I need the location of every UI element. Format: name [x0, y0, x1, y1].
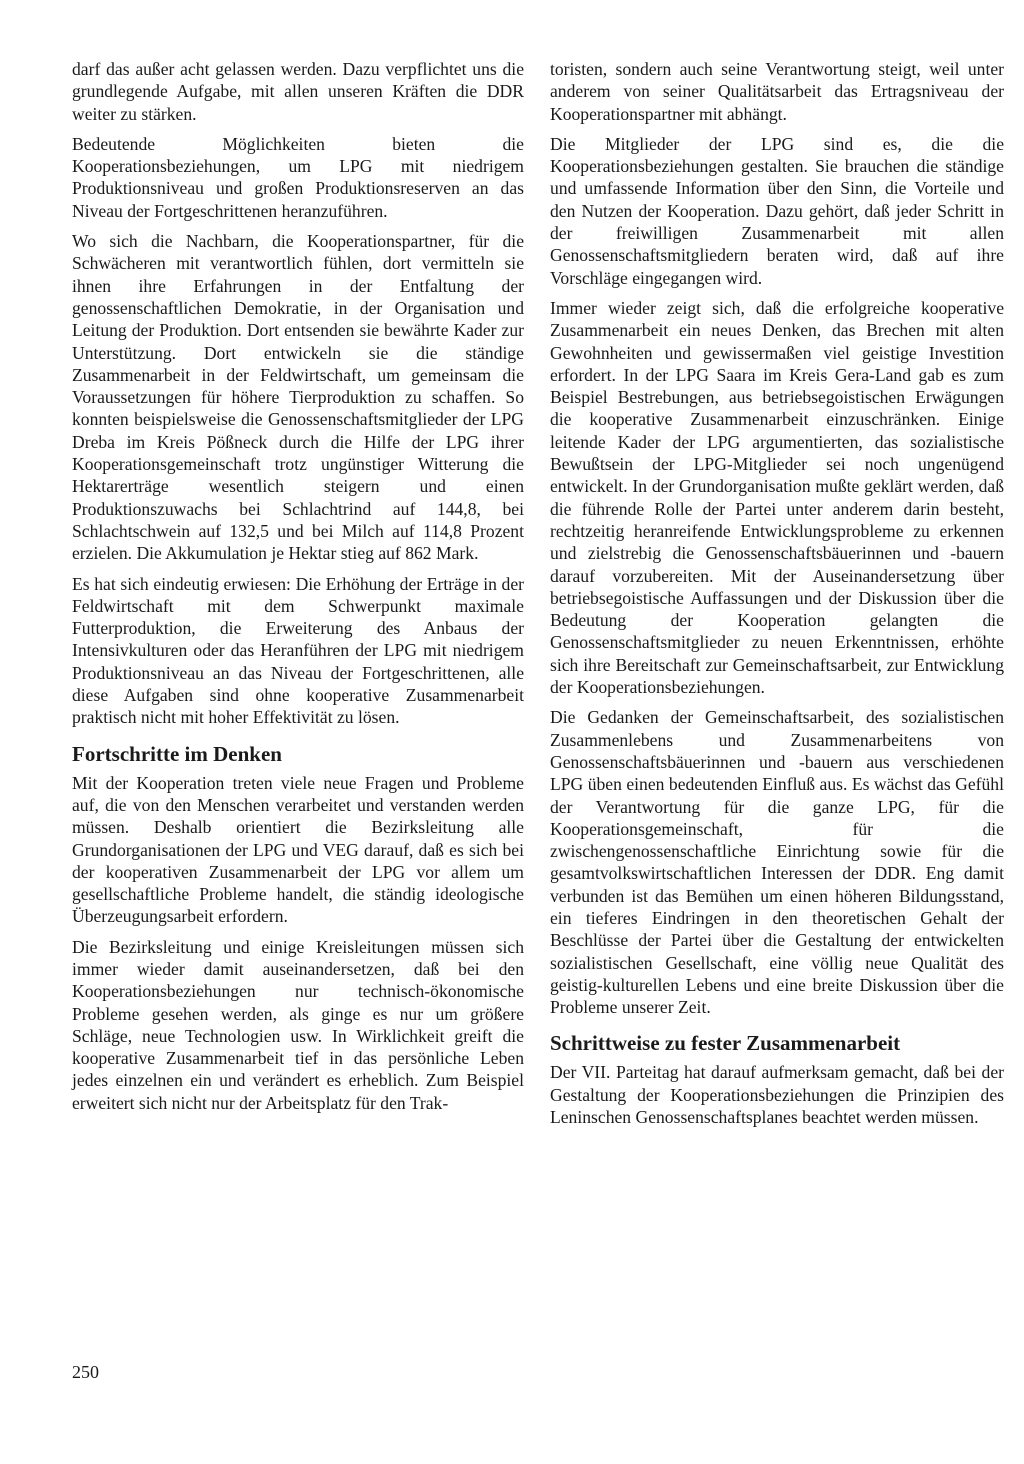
paragraph: Der VII. Parteitag hat darauf aufmerksam gemacht, daß bei der Gestaltung der Kooperationsbeziehungen die Prinzipien des Leninschen Genossenschaftsplanes beachtet werden müssen. — [550, 1062, 1004, 1128]
paragraph: Immer wieder zeigt sich, daß die erfolgreiche kooperative Zusammenarbeit ein neues Denken, das Brechen mit alten Gewohnheiten und gewissermaßen viel geistige Investition erfordert. In der LPG Saara im Kreis Gera-Land gab es zum Beispiel Bestrebungen, aus betriebsegoistischen Erwägungen die kooperative Zusammenarbeit einzuschränken. Einige leitende Kader der LPG argumentierten, das sozialistische Bewußtsein der LPG-Mitglieder sei noch ungenügend entwickelt. In der Grundorganisation mußte geklärt werden, daß die führende Rolle der Partei unter anderem darin besteht, rechtzeitig heranreifende Entwicklungsprobleme zu erkennen und zielstrebig die Genossenschaftsbäuerinnen und -bauern darauf vorzubereiten. Mit der Auseinandersetzung über betriebsegoistische Auffassungen und der Diskussion über die Bedeutung der Kooperation gelangten die Genossenschaftsmitglieder zu neuen Erkenntnissen, erhöhte sich ihre Bereitschaft zur Gemeinschaftsarbeit, zur Entwicklung der Kooperationsbeziehungen. — [550, 297, 1004, 698]
paragraph: Bedeutende Möglichkeiten bieten die Kooperationsbeziehungen, um LPG mit niedrigem Produktionsniveau und großen Produktionsreserven an das Niveau der Fortgeschrittenen heranzuführen. — [72, 133, 524, 221]
section-heading: Schrittweise zu fester Zusammenarbeit — [550, 1031, 901, 1056]
right-column — [550, 58, 1004, 1136]
left-column — [72, 58, 524, 1122]
paragraph: Es hat sich eindeutig erwiesen: Die Erhöhung der Erträge in der Feldwirtschaft mit dem Schwerpunkt maximale Futterproduktion, die Erweiterung des Anbaus der Intensivkulturen oder das Heranführen der LPG mit niedrigem Produktionsniveau an das Niveau der Fortgeschrittenen, alle diese Aufgaben sind ohne kooperative Zusammenarbeit praktisch nicht mit hoher Effektivität zu lösen. — [72, 573, 524, 728]
paragraph: Die Gedanken der Gemeinschaftsarbeit, des sozialistischen Zusammenlebens und Zusammenarbeitens von Genossenschaftsbäuerinnen und -bauern aus verschiedenen LPG üben einen bedeutenden Einfluß aus. Es wächst das Gefühl der Verantwortung für die ganze LPG, für die Kooperationsgemeinschaft, für die zwischengenossenschaftliche Einrichtung sowie für die gesamtvolkswirtschaftlichen Interessen der DDR. Eng damit verbunden ist das Bemühen um einen höheren Bildungsstand, ein tieferes Eindringen in den theoretischen Gehalt der Beschlüsse der Partei über die Gestaltung der entwickelten sozialistischen Gesellschaft, eine völlig neue Qualität des geistig-kulturellen Lebens und eine breite Diskussion über die Probleme unserer Zeit. — [550, 707, 1004, 1018]
paragraph: Die Bezirksleitung und einige Kreisleitungen müssen sich immer wieder damit auseinandersetzen, daß bei den Kooperationsbeziehungen nur technisch-ökonomische Probleme gesehen werden, als ginge es nur um größere Schläge, neue Technologien usw. In Wirklichkeit greift die kooperative Zusammenarbeit tief in das persönliche Leben jedes einzelnen ein und verändert es erheblich. Zum Beispiel erweitert sich nicht nur der Arbeitsplatz für den Trak- — [72, 936, 524, 1113]
section-heading: Fortschritte im Denken — [72, 741, 282, 766]
paragraph: toristen, sondern auch seine Verantwortung steigt, weil unter anderem von seiner Qualitätsarbeit das Ertragsniveau der Kooperationspartner mit abhängt. — [550, 59, 1004, 124]
paragraph: Die Mitglieder der LPG sind es, die die Kooperationsbeziehungen gestalten. Sie brauchen die ständige und umfassende Information über den Sinn, die Vorteile und den Nutzen der Kooperation. Dazu gehört, daß jeder Schritt in der freiwilligen Zusammenarbeit mit allen Genossenschaftsmitgliedern beraten wird, daß auf ihre Vorschläge eingegangen wird. — [550, 133, 1004, 288]
paragraph: darf das außer acht gelassen werden. Dazu verpflichtet uns die grundlegende Aufgabe, mit allen unseren Kräften die DDR weiter zu stärken. — [72, 59, 524, 124]
page-number: 250 — [72, 1362, 99, 1382]
paragraph: Wo sich die Nachbarn, die Kooperationspartner, für die Schwächeren mit verantwortlich fühlen, dort vermitteln sie ihnen ihre Erfahrungen in der Entfaltung der genossenschaftlichen Demokratie, in der Organisation und Leitung der Produktion. Dort entsenden sie bewährte Kader zur Unterstützung. Dort entwickeln sie die ständige Zusammenarbeit in der Feldwirtschaft, um gemeinsam die Voraussetzungen für höhere Tierproduktion zu schaffen. So konnten beispielsweise die Genossenschaftsmitglieder der LPG Dreba im Kreis Pößneck durch die Hilfe der LPG ihrer Kooperationsgemeinschaft trotz ungünstiger Witterung die Hektarerträge wesentlich steigern und einen Produktionszuwachs bei Schlachtrind auf 144,8, bei Schlachtschwein auf 132,5 und bei Milch auf 114,8 Prozent erzielen. Die Akkumulation je Hektar stieg auf 862 Mark. — [72, 231, 524, 564]
paragraph: Mit der Kooperation treten viele neue Fragen und Probleme auf, die von den Menschen verarbeitet und verstanden werden müssen. Deshalb orientiert die Bezirksleitung alle Grundorganisationen der LPG und VEG darauf, daß es sich bei der kooperativen Zusammenarbeit der LPG vor allem um gesellschaftliche Probleme handelt, die ständig ideologische Überzeugungsarbeit erfordern. — [72, 772, 524, 927]
